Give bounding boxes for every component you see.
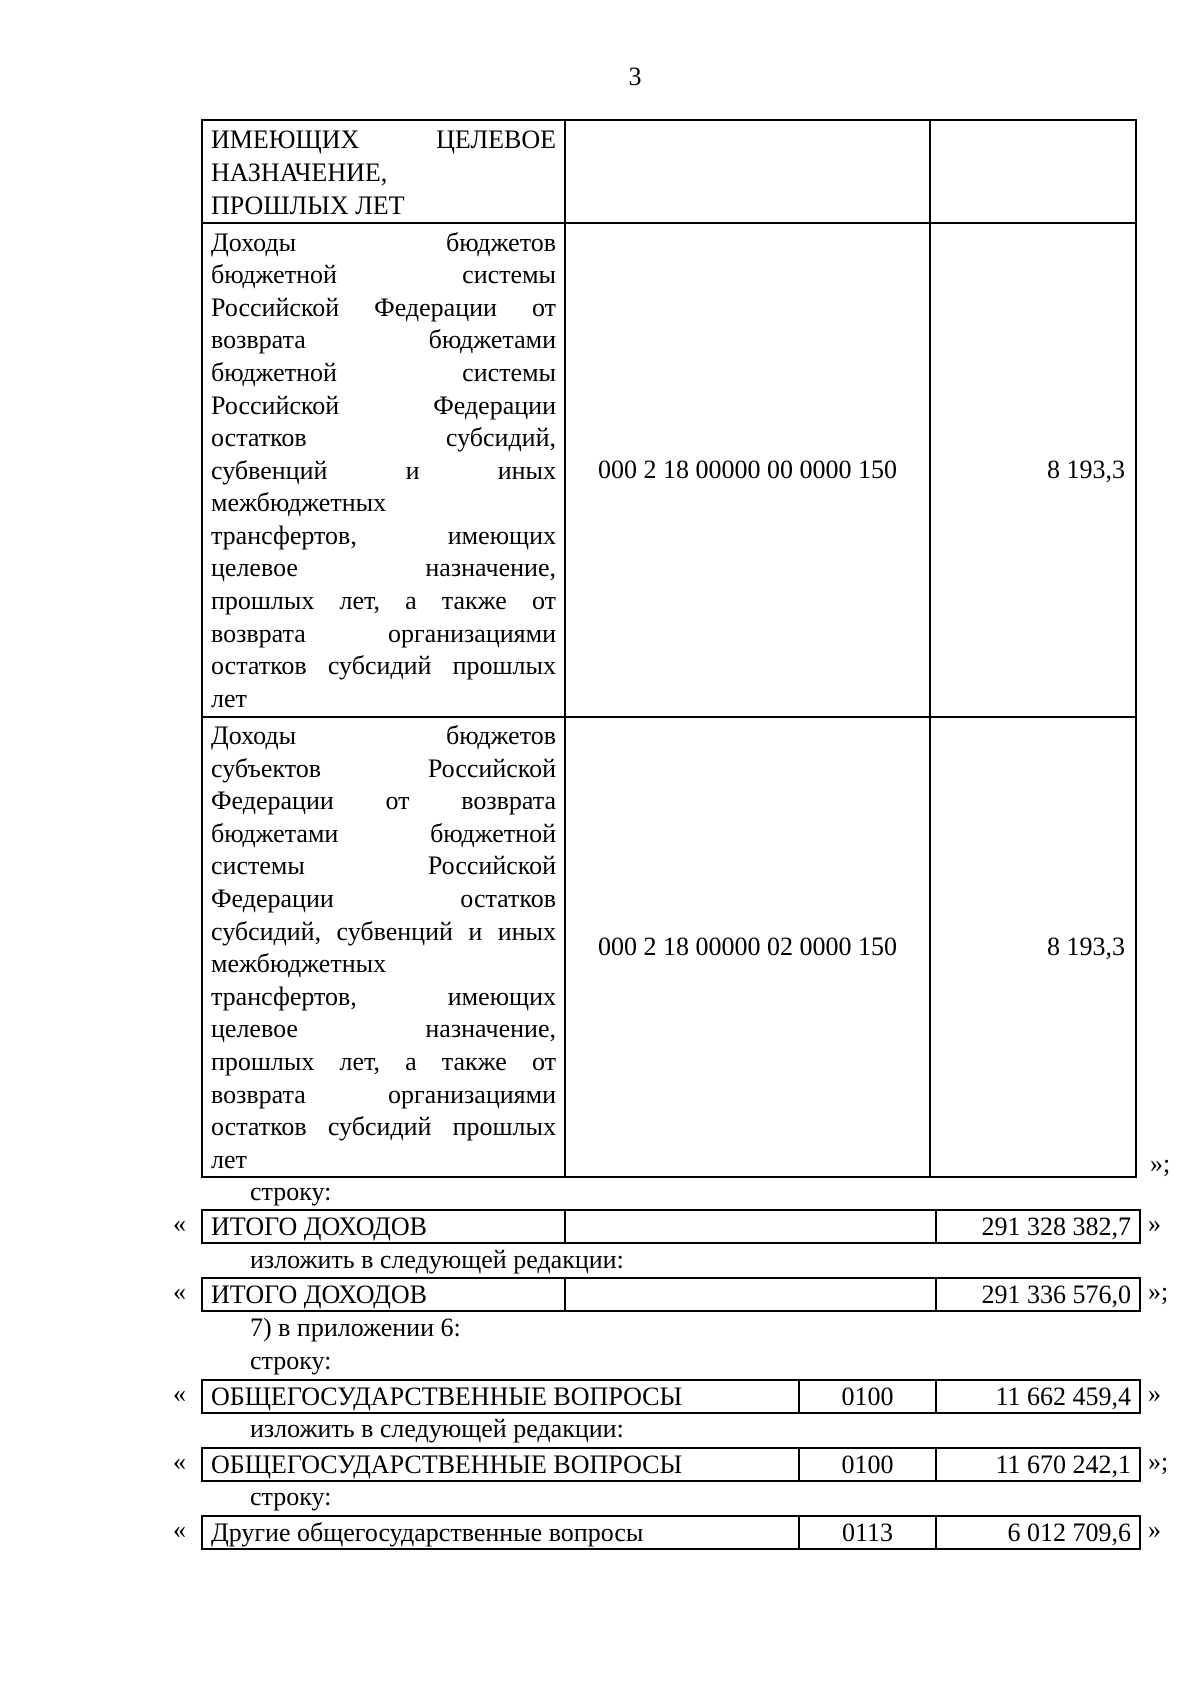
desc-line: субвенций и иных (211, 455, 556, 485)
row-label: ИТОГО ДОХОДОВ (202, 1210, 565, 1243)
desc-line: Российской Федерации (211, 390, 556, 420)
opening-quote: « (173, 1209, 186, 1238)
row-amount (930, 120, 1136, 223)
row-amount: 11 670 242,1 (936, 1448, 1140, 1481)
desc-line: трансфертов, имеющих (211, 520, 556, 550)
desc-line: трансфертов, имеющих (211, 981, 556, 1011)
opening-quote: « (173, 1277, 186, 1306)
desc-line: межбюджетных (211, 949, 387, 979)
desc-line: прошлых лет, а также от (211, 586, 556, 616)
row-label: ОБЩЕГОСУДАРСТВЕННЫЕ ВОПРОСЫ (202, 1380, 799, 1413)
opening-quote: « (173, 1515, 186, 1544)
desc-line: возврата бюджетами (211, 325, 556, 355)
desc-line: остатков субсидий прошлых (211, 651, 556, 681)
row-code: 0100 (799, 1448, 936, 1481)
desc-line: Федерации остатков (211, 883, 556, 913)
desc-line: НАЗНАЧЕНИЕ, (211, 158, 388, 187)
closing-quote: » (1148, 1209, 1161, 1238)
desc-line: остатков субсидий прошлых (211, 1112, 556, 1142)
desc-line: системы Российской (211, 851, 556, 881)
desc-line: Федерации от возврата (211, 786, 556, 816)
revenue-table (201, 119, 1137, 1178)
desc-line: возврата организациями (211, 1079, 556, 1109)
ogv-old-row (201, 1379, 1141, 1414)
desc-line: Доходы бюджетов (211, 227, 556, 257)
desc-line: целевое назначение, (211, 1014, 556, 1044)
row-label: Другие общегосударственные вопросы (202, 1516, 799, 1549)
closing-quote: »; (1148, 1447, 1169, 1476)
row-amount: 6 012 709,6 (936, 1516, 1140, 1549)
row-code (565, 1210, 936, 1243)
desc-line: лет (211, 683, 247, 713)
ogv-new-row (201, 1447, 1141, 1482)
row-code: 0100 (799, 1380, 936, 1413)
desc-line: бюджетами бюджетной (211, 818, 556, 848)
instruction-text: изложить в следующей редакции: (250, 1414, 624, 1443)
closing-quote: » (1148, 1515, 1161, 1544)
row-description (202, 120, 565, 223)
closing-quote: »; (1150, 1149, 1171, 1178)
row-description (202, 223, 565, 717)
table-row (202, 120, 1136, 223)
row-description (202, 717, 565, 1177)
instruction-text: строку: (250, 1177, 332, 1206)
desc-line: целевое назначение, (211, 553, 556, 583)
desc-line: субсидий, субвенций и иных (211, 916, 556, 946)
desc-line: Российской Федерации от (211, 292, 556, 322)
desc-line: лет (211, 1144, 247, 1174)
instruction-text: изложить в следующей редакции: (250, 1245, 624, 1274)
opening-quote: « (173, 1379, 186, 1408)
itogo-old-row (201, 1209, 1141, 1244)
page-number: 3 (628, 62, 642, 91)
row-code: 0113 (799, 1516, 936, 1549)
row-amount: 291 328 382,7 (936, 1210, 1140, 1243)
desc-line: субъектов Российской (211, 753, 556, 783)
row-amount: 291 336 576,0 (936, 1278, 1140, 1311)
table-row (202, 717, 1136, 1177)
instruction-text: строку: (250, 1482, 332, 1511)
desc-line: межбюджетных (211, 488, 387, 518)
row-code: 000 2 18 00000 00 0000 150 (565, 223, 930, 717)
desc-line: бюджетной системы (211, 357, 556, 387)
opening-quote: « (173, 1447, 186, 1476)
desc-line: остатков субсидий, (211, 423, 556, 453)
desc-line: Доходы бюджетов (211, 721, 556, 750)
itogo-new-row (201, 1277, 1141, 1312)
row-code: 000 2 18 00000 02 0000 150 (565, 717, 930, 1177)
row-label: ОБЩЕГОСУДАРСТВЕННЫЕ ВОПРОСЫ (202, 1448, 799, 1481)
row-amount: 11 662 459,4 (936, 1380, 1140, 1413)
row-code (565, 120, 930, 223)
instruction-text: строку: (250, 1346, 332, 1375)
desc-line: возврата организациями (211, 618, 556, 648)
row-label: ИТОГО ДОХОДОВ (202, 1278, 565, 1311)
row-amount: 8 193,3 (930, 223, 1136, 717)
desc-line: ИМЕЮЩИХ ЦЕЛЕВОЕ (211, 125, 556, 154)
closing-quote: » (1148, 1379, 1161, 1408)
desc-line: ПРОШЛЫХ ЛЕТ (211, 191, 405, 220)
row-code (565, 1278, 936, 1311)
table-row (202, 223, 1136, 717)
desc-line: прошлых лет, а также от (211, 1046, 556, 1076)
other-old-row (201, 1515, 1141, 1550)
closing-quote: »; (1148, 1277, 1169, 1306)
instruction-text: 7) в приложении 6: (250, 1313, 461, 1342)
row-amount: 8 193,3 (930, 717, 1136, 1177)
desc-line: бюджетной системы (211, 260, 556, 290)
